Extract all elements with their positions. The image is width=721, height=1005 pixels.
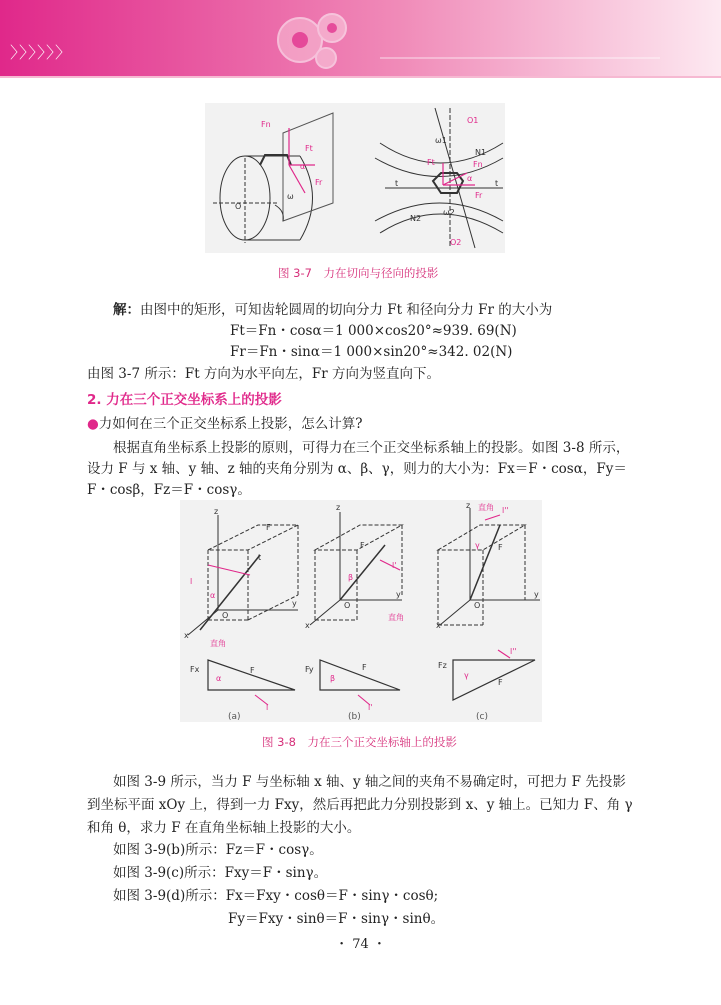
paragraph-39-line3: 和角 θ，求力 F 在直角坐标轴上投影的大小。	[87, 820, 361, 836]
label-n2: N2	[410, 214, 422, 223]
axis-z-c: z	[466, 501, 471, 510]
label-fr-right: Fr	[475, 191, 483, 200]
right-angle-c: 直角	[478, 503, 494, 512]
paragraph-38-line1: 根据直角坐标系上投影的原则，可得力在三个正交坐标系轴上的投影。如图 3-8 所示，	[113, 440, 630, 456]
solution-line	[113, 300, 552, 320]
axis-y-c: y	[534, 590, 539, 599]
label-ft-left: Ft	[305, 144, 313, 153]
axis-x-a: x	[184, 631, 189, 640]
figure-3-7-drawing	[205, 103, 505, 253]
formula-fxy: 如图 3-9(c)所示：Fxy＝F・sinγ。	[113, 865, 328, 881]
section-title: 2. 力在三个正交坐标系上的投影	[87, 392, 282, 408]
label-omega1: ω1	[435, 136, 447, 145]
label-o2: O2	[450, 238, 462, 247]
page-header	[0, 0, 721, 80]
tri-b-f: F	[362, 663, 367, 672]
figure-3-8	[180, 500, 542, 722]
tri-c-fz: Fz	[438, 661, 447, 670]
label-f-a: F	[266, 523, 271, 532]
label-fr-left: Fr	[315, 178, 323, 187]
sub-caption-a: (a)	[228, 712, 241, 722]
label-t2: t	[495, 179, 499, 188]
label-omega-left: ω	[287, 192, 294, 201]
axis-x-c: x	[436, 621, 441, 630]
angle-alpha-a: α	[210, 591, 216, 600]
paragraph-39-line2: 到坐标平面 xOy 上，得到一力 Fxy，然后再把此力分别投影到 x、y 轴上。已知力 F、角 γ	[87, 797, 633, 813]
sub-caption-c: (c)	[476, 712, 488, 722]
equation-ft: Ft＝Fn・cosα＝1 000×cos20°≈939. 69(N)	[230, 323, 517, 339]
label-o-left: O	[235, 202, 242, 211]
formula-fz: 如图 3-9(b)所示：Fz＝F・cosγ。	[113, 842, 323, 858]
origin-c: O	[474, 601, 481, 610]
tri-a-f: F	[250, 666, 255, 675]
label-alpha-right: α	[467, 174, 473, 183]
origin-b: O	[344, 601, 351, 610]
figure-3-7	[205, 103, 505, 253]
right-angle-b: 直角	[388, 613, 404, 622]
label-l2-c: l''	[502, 506, 509, 515]
tri-c-l2: l''	[510, 647, 517, 656]
label-omega2: ω2	[443, 208, 455, 217]
label-o1: O1	[467, 116, 479, 125]
tri-b-beta: β	[330, 674, 336, 683]
tri-a-l: l	[266, 703, 269, 712]
sub-caption-b: (b)	[348, 712, 361, 722]
label-t-a: t	[258, 553, 262, 562]
origin-a: O	[222, 611, 229, 620]
label-l-a: l	[190, 577, 193, 586]
bullet-icon: ●	[87, 416, 99, 432]
label-l1-b: l'	[392, 561, 397, 570]
label-alpha-left: α	[300, 162, 306, 171]
axis-z-a: z	[214, 507, 219, 516]
tri-a-alpha: α	[216, 674, 222, 683]
label-t1: t	[395, 179, 399, 188]
solution-text: 由图中的矩形，可知齿轮圆周的切向分力 Ft 和径向分力 Fr 的大小为	[140, 302, 553, 318]
label-n1: N1	[475, 148, 487, 157]
tri-a-fx: Fx	[190, 665, 200, 674]
formula-fx: 如图 3-9(d)所示：Fx＝Fxy・cosθ＝F・sinγ・cosθ;	[113, 888, 439, 904]
label-f-c: F	[498, 543, 503, 552]
tri-c-f: F	[498, 678, 503, 687]
figure-3-8-caption: 图 3-8 力在三个正交坐标轴上的投影	[262, 735, 457, 749]
figure-3-7-caption: 图 3-7 力在切向与径向的投影	[278, 266, 439, 280]
axis-x-b: x	[305, 621, 310, 630]
equation-fr: Fr＝Fn・sinα＝1 000×sin20°≈342. 02(N)	[230, 344, 513, 360]
question-text: 力如何在三个正交坐标系上投影，怎么计算?	[98, 416, 363, 432]
page-number: ・ 74 ・	[335, 937, 386, 952]
paragraph-38-line2: 设力 F 与 x 轴、y 轴、z 轴的夹角分别为 α、β、γ，则力的大小为：Fx＝F・cosα，Fy＝	[87, 461, 627, 477]
axis-y-b: y	[396, 590, 401, 599]
label-f-b: F	[360, 541, 365, 550]
label-fn-right: Fn	[473, 160, 483, 169]
angle-beta-b: β	[348, 573, 354, 582]
solution-label: 解：	[113, 302, 140, 318]
question-line	[87, 414, 363, 434]
paragraph-38-line3: F・cosβ，Fz＝F・cosγ。	[87, 482, 251, 498]
angle-gamma-c: γ	[475, 541, 480, 550]
axis-z-b: z	[336, 503, 341, 512]
direction-text: 由图 3-7 所示：Ft 方向为水平向左，Fr 方向为竖直向下。	[87, 366, 441, 382]
header-chevrons: 〉〉〉〉〉〉	[10, 43, 73, 62]
label-ft-right: Ft	[427, 158, 435, 167]
right-angle-a: 直角	[210, 639, 226, 648]
paragraph-39-line1: 如图 3-9 所示，当力 F 与坐标轴 x 轴、y 轴之间的夹角不易确定时，可把力 F 先投影	[113, 774, 626, 790]
tri-b-fy: Fy	[305, 665, 314, 674]
tri-b-l1: l'	[368, 703, 373, 712]
axis-y-a: y	[292, 599, 297, 608]
tri-c-gamma: γ	[464, 671, 469, 680]
label-fn-left: Fn	[261, 120, 271, 129]
figure-3-8-drawing	[180, 500, 542, 722]
formula-fy: Fy＝Fxy・sinθ＝F・sinγ・sinθ。	[228, 911, 445, 927]
